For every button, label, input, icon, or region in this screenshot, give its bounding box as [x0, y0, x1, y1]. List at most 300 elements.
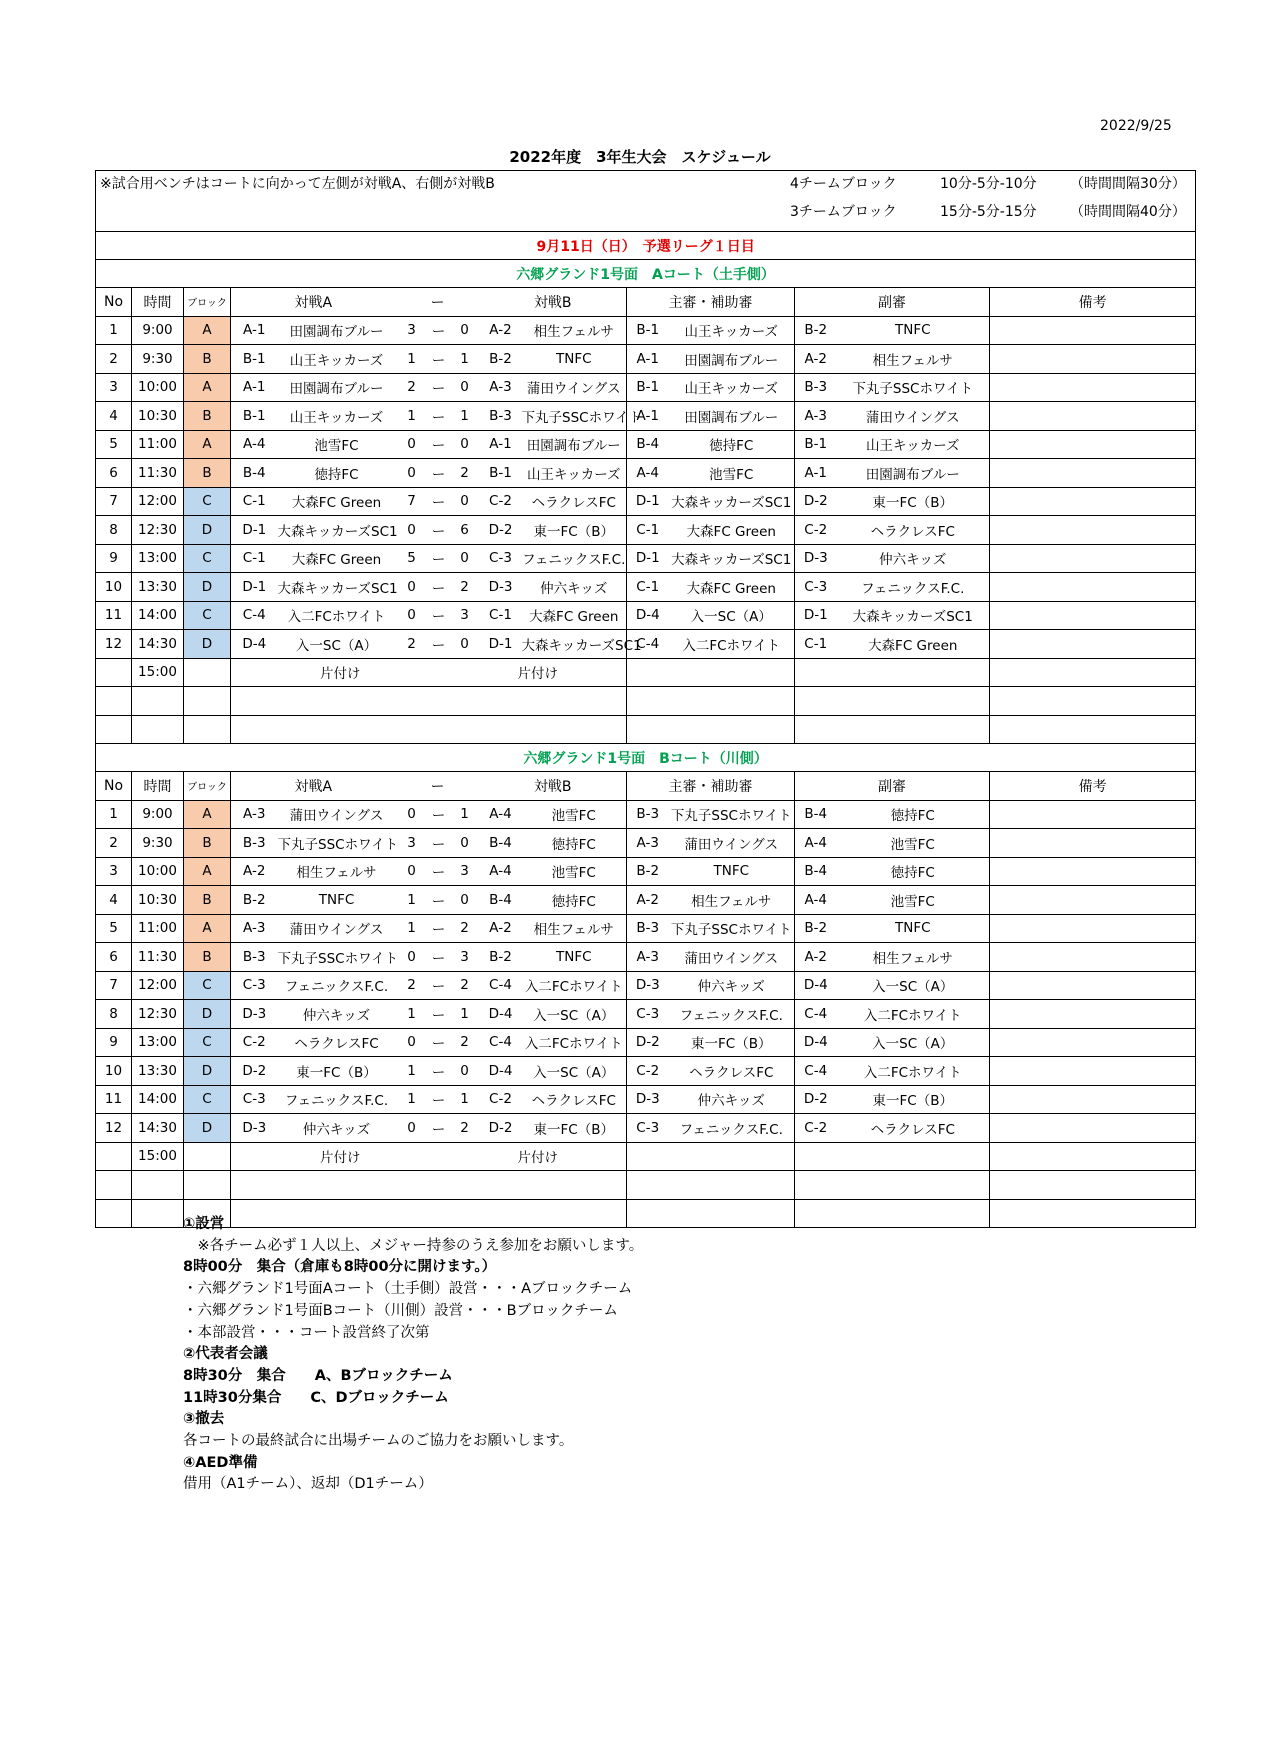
court-title: 六郷グランド1号面 Bコート（川側） — [96, 744, 1196, 772]
sub-referee-team: 東一FC（B） — [837, 487, 990, 516]
note-line: ・六郷グランド1号面Bコート（川側）設営・・・Bブロックチーム — [183, 1302, 618, 1319]
match-no: 4 — [96, 886, 132, 915]
referee-code: B-1 — [627, 373, 669, 402]
match-no: 6 — [96, 943, 132, 972]
match-no: 5 — [96, 430, 132, 459]
score-dash: ー — [428, 544, 450, 573]
empty — [132, 687, 184, 716]
referee-code: B-2 — [627, 857, 669, 886]
col-block: ブロック — [184, 772, 231, 801]
team-b-code: A-4 — [480, 800, 522, 829]
score-b: 2 — [450, 459, 480, 488]
match-row — [96, 316, 1196, 345]
team-a-code: B-1 — [231, 345, 278, 374]
score-a: 0 — [396, 601, 428, 630]
sub-referee-team: 入一SC（A） — [837, 1028, 990, 1057]
score-a: 5 — [396, 544, 428, 573]
cleanup-time: 15:00 — [132, 1142, 184, 1171]
referee-code: C-3 — [627, 1114, 669, 1143]
cleanup-a: 片付け — [231, 1142, 450, 1171]
match-time: 10:30 — [132, 886, 184, 915]
team-a-code: D-1 — [231, 516, 278, 545]
block-interval: （時間間隔40分） — [1070, 204, 1186, 220]
score-b: 1 — [450, 1085, 480, 1114]
referee-team: フェニックスF.C. — [669, 1000, 795, 1029]
score-dash: ー — [428, 1000, 450, 1029]
match-row — [96, 630, 1196, 659]
match-time: 9:30 — [132, 345, 184, 374]
match-block: A — [184, 857, 231, 886]
schedule-table — [95, 170, 1196, 1228]
referee-team: フェニックスF.C. — [669, 1114, 795, 1143]
team-a-name: 山王キッカーズ — [278, 402, 396, 431]
team-a-name: 下丸子SSCホワイト — [278, 829, 396, 858]
referee-code: D-3 — [627, 1085, 669, 1114]
sub-referee-code: C-4 — [795, 1057, 837, 1086]
match-block: C — [184, 487, 231, 516]
team-b-code: C-1 — [480, 601, 522, 630]
match-note — [990, 1000, 1196, 1029]
court-title: 六郷グランド1号面 Aコート（土手側） — [96, 260, 1196, 288]
team-b-name: 仲六キッズ — [522, 573, 627, 602]
match-block: D — [184, 1114, 231, 1143]
empty — [990, 1171, 1196, 1200]
match-block: A — [184, 914, 231, 943]
sub-referee-code: C-3 — [795, 573, 837, 602]
referee-code: C-4 — [627, 630, 669, 659]
sub-referee-team: TNFC — [837, 914, 990, 943]
score-dash: ー — [428, 516, 450, 545]
team-b-code: A-2 — [480, 316, 522, 345]
referee-team: 東一FC（B） — [669, 1028, 795, 1057]
match-note — [990, 544, 1196, 573]
sub-referee-team: 仲六キッズ — [837, 544, 990, 573]
match-no: 8 — [96, 516, 132, 545]
match-note — [990, 1085, 1196, 1114]
referee-code: D-4 — [627, 601, 669, 630]
match-row — [96, 459, 1196, 488]
bench-note: ※試合用ベンチはコートに向かって左側が対戦A、右側が対戦B — [100, 176, 495, 192]
match-block: A — [184, 800, 231, 829]
match-note — [990, 402, 1196, 431]
referee-code: A-2 — [627, 886, 669, 915]
team-b-name: 入一SC（A） — [522, 1057, 627, 1086]
team-a-code: D-2 — [231, 1057, 278, 1086]
referee-code: A-4 — [627, 459, 669, 488]
referee-code: B-4 — [627, 430, 669, 459]
match-no: 3 — [96, 857, 132, 886]
cleanup-block — [184, 658, 231, 687]
sub-referee-team: 蒲田ウイングス — [837, 402, 990, 431]
match-block: C — [184, 601, 231, 630]
referee-team: TNFC — [669, 857, 795, 886]
empty — [231, 1171, 627, 1200]
score-a: 1 — [396, 914, 428, 943]
col-no: No — [96, 772, 132, 801]
empty — [231, 687, 627, 716]
team-a-code: A-3 — [231, 800, 278, 829]
score-b: 0 — [450, 487, 480, 516]
empty — [184, 687, 231, 716]
col-block: ブロック — [184, 288, 231, 317]
score-a: 7 — [396, 487, 428, 516]
score-dash: ー — [428, 487, 450, 516]
team-a-name: 蒲田ウイングス — [278, 800, 396, 829]
cleanup-b: 片付け — [450, 658, 627, 687]
page-title: 2022年度 3年生大会 スケジュール — [509, 148, 771, 166]
score-b: 0 — [450, 1057, 480, 1086]
team-a-name: 山王キッカーズ — [278, 345, 396, 374]
match-note — [990, 345, 1196, 374]
note-line: ※各チーム必ず１人以上、メジャー持参のうえ参加をお願いします。 — [183, 1237, 644, 1254]
team-a-code: A-1 — [231, 373, 278, 402]
team-b-name: 大森キッカーズSC1 — [522, 630, 627, 659]
match-no: 12 — [96, 630, 132, 659]
match-no: 1 — [96, 316, 132, 345]
team-a-code: C-3 — [231, 971, 278, 1000]
score-a: 0 — [396, 516, 428, 545]
score-b: 2 — [450, 1114, 480, 1143]
match-no: 11 — [96, 601, 132, 630]
referee-team: 入二FCホワイト — [669, 630, 795, 659]
team-b-name: 徳持FC — [522, 886, 627, 915]
sub-referee-team: 相生フェルサ — [837, 943, 990, 972]
note-line: ③撤去 — [183, 1411, 225, 1428]
match-time: 13:00 — [132, 544, 184, 573]
match-row — [96, 430, 1196, 459]
match-block: A — [184, 316, 231, 345]
sub-referee-code: A-3 — [795, 402, 837, 431]
match-row — [96, 1085, 1196, 1114]
team-a-code: B-4 — [231, 459, 278, 488]
match-row — [96, 943, 1196, 972]
sub-referee-code: D-2 — [795, 487, 837, 516]
match-time: 11:00 — [132, 914, 184, 943]
match-block: B — [184, 943, 231, 972]
match-time: 14:30 — [132, 1114, 184, 1143]
match-block: A — [184, 430, 231, 459]
match-no: 5 — [96, 914, 132, 943]
score-dash: ー — [428, 430, 450, 459]
block-match-times: 10分-5分-10分 — [940, 176, 1037, 192]
empty — [96, 1199, 132, 1228]
col-dash: ー — [396, 772, 480, 801]
match-no: 1 — [96, 800, 132, 829]
match-note — [990, 573, 1196, 602]
col-referee: 主審・補助審 — [627, 772, 795, 801]
sub-referee-code: B-4 — [795, 857, 837, 886]
note-line: ・本部設営・・・コート設営終了次第 — [183, 1324, 430, 1341]
empty — [990, 1142, 1196, 1171]
match-note — [990, 943, 1196, 972]
cleanup-a: 片付け — [231, 658, 450, 687]
score-a: 0 — [396, 800, 428, 829]
score-b: 2 — [450, 1028, 480, 1057]
score-dash: ー — [428, 573, 450, 602]
match-row — [96, 914, 1196, 943]
score-b: 0 — [450, 544, 480, 573]
sub-referee-team: フェニックスF.C. — [837, 573, 990, 602]
sub-referee-code: D-2 — [795, 1085, 837, 1114]
match-block: B — [184, 886, 231, 915]
match-no: 9 — [96, 1028, 132, 1057]
score-b: 3 — [450, 601, 480, 630]
team-b-name: TNFC — [522, 345, 627, 374]
referee-code: D-3 — [627, 971, 669, 1000]
score-b: 2 — [450, 573, 480, 602]
empty — [184, 715, 231, 744]
referee-code: C-1 — [627, 516, 669, 545]
score-dash: ー — [428, 1114, 450, 1143]
match-note — [990, 601, 1196, 630]
score-b: 6 — [450, 516, 480, 545]
sub-referee-code: B-4 — [795, 800, 837, 829]
score-dash: ー — [428, 630, 450, 659]
team-b-code: B-3 — [480, 402, 522, 431]
team-b-code: D-2 — [480, 516, 522, 545]
match-block: C — [184, 1028, 231, 1057]
referee-code: B-1 — [627, 316, 669, 345]
sub-referee-code: A-2 — [795, 345, 837, 374]
match-note — [990, 1057, 1196, 1086]
match-block: D — [184, 1000, 231, 1029]
match-row — [96, 971, 1196, 1000]
score-a: 0 — [396, 1028, 428, 1057]
team-b-code: D-4 — [480, 1000, 522, 1029]
team-a-name: 下丸子SSCホワイト — [278, 943, 396, 972]
team-a-code: A-1 — [231, 316, 278, 345]
team-b-code: C-4 — [480, 1028, 522, 1057]
score-dash: ー — [428, 943, 450, 972]
document-date: 2022/9/25 — [1100, 118, 1172, 134]
sub-referee-code: B-2 — [795, 914, 837, 943]
team-b-name: ヘラクレスFC — [522, 487, 627, 516]
score-a: 1 — [396, 402, 428, 431]
referee-team: 大森FC Green — [669, 573, 795, 602]
team-b-code: A-1 — [480, 430, 522, 459]
sub-referee-code: C-1 — [795, 630, 837, 659]
match-block: D — [184, 630, 231, 659]
team-b-name: 入一SC（A） — [522, 1000, 627, 1029]
score-b: 1 — [450, 402, 480, 431]
team-b-name: ヘラクレスFC — [522, 1085, 627, 1114]
match-no: 2 — [96, 345, 132, 374]
court-title-row — [96, 744, 1196, 772]
note-line: 8時30分 集合 A、Bブロックチーム — [183, 1367, 453, 1384]
score-b: 0 — [450, 316, 480, 345]
team-b-name: 田園調布ブルー — [522, 430, 627, 459]
empty — [132, 1171, 184, 1200]
match-no: 4 — [96, 402, 132, 431]
score-a: 0 — [396, 1114, 428, 1143]
score-a: 2 — [396, 373, 428, 402]
match-time: 13:00 — [132, 1028, 184, 1057]
sub-referee-team: ヘラクレスFC — [837, 516, 990, 545]
empty — [627, 687, 795, 716]
sub-referee-team: 徳持FC — [837, 800, 990, 829]
team-b-name: 蒲田ウイングス — [522, 373, 627, 402]
team-b-name: 相生フェルサ — [522, 316, 627, 345]
score-a: 1 — [396, 886, 428, 915]
score-b: 1 — [450, 800, 480, 829]
referee-team: 相生フェルサ — [669, 886, 795, 915]
score-dash: ー — [428, 857, 450, 886]
match-time: 12:30 — [132, 516, 184, 545]
sub-referee-code: D-1 — [795, 601, 837, 630]
referee-code: B-3 — [627, 800, 669, 829]
match-note — [990, 459, 1196, 488]
match-time: 13:30 — [132, 1057, 184, 1086]
score-dash: ー — [428, 345, 450, 374]
sub-referee-team: 大森FC Green — [837, 630, 990, 659]
team-a-code: A-4 — [231, 430, 278, 459]
team-b-code: B-4 — [480, 829, 522, 858]
match-block: D — [184, 573, 231, 602]
team-b-name: 池雪FC — [522, 857, 627, 886]
team-b-code: D-1 — [480, 630, 522, 659]
score-a: 0 — [396, 459, 428, 488]
match-time: 14:00 — [132, 1085, 184, 1114]
empty — [795, 1171, 990, 1200]
sub-referee-team: 相生フェルサ — [837, 345, 990, 374]
match-note — [990, 1114, 1196, 1143]
match-no: 12 — [96, 1114, 132, 1143]
team-a-name: 池雪FC — [278, 430, 396, 459]
referee-code: C-1 — [627, 573, 669, 602]
team-a-code: C-3 — [231, 1085, 278, 1114]
block-type-name: 4チームブロック — [790, 176, 897, 192]
sub-referee-team: 池雪FC — [837, 829, 990, 858]
team-a-name: 田園調布ブルー — [278, 316, 396, 345]
team-a-name: 蒲田ウイングス — [278, 914, 396, 943]
referee-team: 大森FC Green — [669, 516, 795, 545]
match-note — [990, 857, 1196, 886]
score-b: 0 — [450, 829, 480, 858]
match-block: B — [184, 345, 231, 374]
referee-code: B-3 — [627, 914, 669, 943]
team-b-code: A-3 — [480, 373, 522, 402]
team-b-name: 大森FC Green — [522, 601, 627, 630]
empty — [795, 658, 990, 687]
match-block: C — [184, 971, 231, 1000]
sub-referee-code: A-1 — [795, 459, 837, 488]
match-time: 14:30 — [132, 630, 184, 659]
score-b: 0 — [450, 430, 480, 459]
sub-referee-code: D-4 — [795, 971, 837, 1000]
team-a-name: 入二FCホワイト — [278, 601, 396, 630]
match-block: B — [184, 459, 231, 488]
match-time: 13:30 — [132, 573, 184, 602]
score-b: 1 — [450, 345, 480, 374]
score-b: 2 — [450, 971, 480, 1000]
match-no: 10 — [96, 1057, 132, 1086]
cleanup-time: 15:00 — [132, 658, 184, 687]
match-row — [96, 886, 1196, 915]
match-row — [96, 402, 1196, 431]
referee-team: 仲六キッズ — [669, 1085, 795, 1114]
empty — [96, 687, 132, 716]
score-dash: ー — [428, 402, 450, 431]
score-a: 2 — [396, 971, 428, 1000]
match-note — [990, 1028, 1196, 1057]
team-a-name: 大森キッカーズSC1 — [278, 573, 396, 602]
score-a: 0 — [396, 943, 428, 972]
team-a-code: B-3 — [231, 829, 278, 858]
column-header-row — [96, 288, 1196, 317]
block-match-times: 15分-5分-15分 — [940, 204, 1037, 220]
col-team-a: 対戦A — [231, 288, 396, 317]
cleanup-block — [184, 1142, 231, 1171]
sub-referee-team: 入一SC（A） — [837, 971, 990, 1000]
team-a-name: フェニックスF.C. — [278, 1085, 396, 1114]
empty — [184, 1171, 231, 1200]
match-no: 2 — [96, 829, 132, 858]
note-line: ②代表者会議 — [183, 1346, 268, 1363]
referee-team: 田園調布ブルー — [669, 402, 795, 431]
team-a-code: C-4 — [231, 601, 278, 630]
match-block: D — [184, 1057, 231, 1086]
score-dash: ー — [428, 914, 450, 943]
sub-referee-code: B-1 — [795, 430, 837, 459]
score-a: 1 — [396, 1085, 428, 1114]
referee-team: 仲六キッズ — [669, 971, 795, 1000]
score-a: 3 — [396, 316, 428, 345]
sub-referee-code: C-2 — [795, 516, 837, 545]
team-b-name: 入二FCホワイト — [522, 971, 627, 1000]
sub-referee-team: 大森キッカーズSC1 — [837, 601, 990, 630]
match-block: D — [184, 516, 231, 545]
match-no: 7 — [96, 971, 132, 1000]
cleanup-row — [96, 658, 1196, 687]
team-a-code: A-3 — [231, 914, 278, 943]
note-line: ・六郷グランド1号面Aコート（土手側）設営・・・Aブロックチーム — [183, 1281, 633, 1298]
match-block: C — [184, 1085, 231, 1114]
team-a-name: フェニックスF.C. — [278, 971, 396, 1000]
empty — [795, 1199, 990, 1228]
match-time: 12:30 — [132, 1000, 184, 1029]
match-time: 9:00 — [132, 316, 184, 345]
score-b: 2 — [450, 914, 480, 943]
sub-referee-team: 田園調布ブルー — [837, 459, 990, 488]
sub-referee-team: 山王キッカーズ — [837, 430, 990, 459]
referee-team: 徳持FC — [669, 430, 795, 459]
team-a-name: 徳持FC — [278, 459, 396, 488]
score-dash: ー — [428, 316, 450, 345]
team-b-code: A-4 — [480, 857, 522, 886]
team-a-name: 大森FC Green — [278, 544, 396, 573]
score-dash: ー — [428, 800, 450, 829]
score-a: 0 — [396, 573, 428, 602]
match-time: 11:30 — [132, 943, 184, 972]
empty — [627, 715, 795, 744]
match-time: 9:30 — [132, 829, 184, 858]
match-note — [990, 373, 1196, 402]
empty — [990, 687, 1196, 716]
match-row — [96, 857, 1196, 886]
score-dash: ー — [428, 601, 450, 630]
col-team-b: 対戦B — [480, 772, 627, 801]
match-note — [990, 630, 1196, 659]
team-a-code: A-2 — [231, 857, 278, 886]
empty — [990, 715, 1196, 744]
match-block: A — [184, 373, 231, 402]
referee-team: 蒲田ウイングス — [669, 943, 795, 972]
match-note — [990, 516, 1196, 545]
team-a-code: B-2 — [231, 886, 278, 915]
empty — [990, 658, 1196, 687]
sub-referee-code: B-2 — [795, 316, 837, 345]
score-dash: ー — [428, 886, 450, 915]
